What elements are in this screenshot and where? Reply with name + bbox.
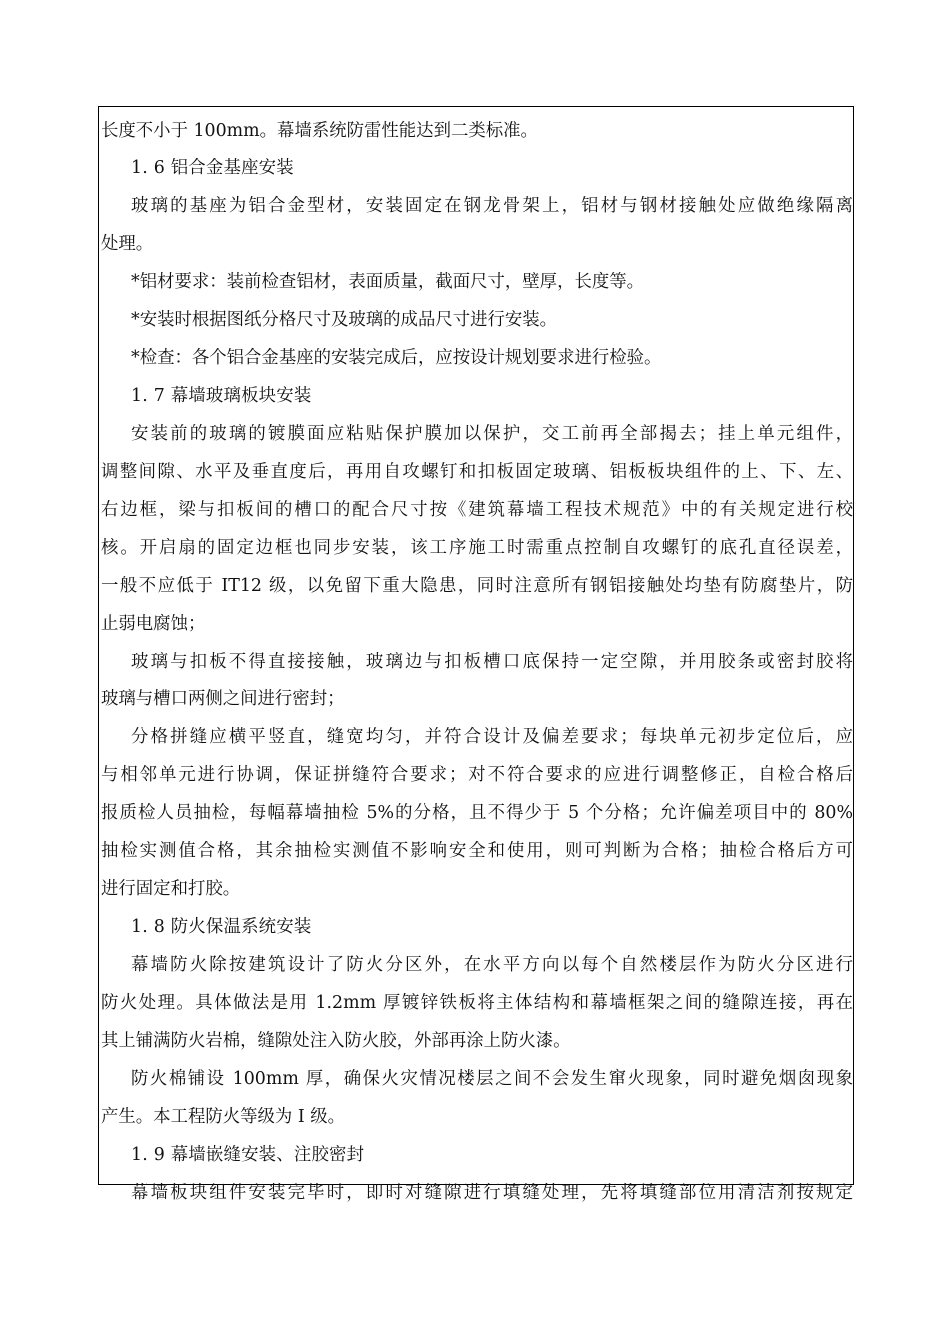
text-line: 安装前的玻璃的镀膜面应粘贴保护膜加以保护，交工前再全部揭去；挂上单元组件，: [131, 424, 853, 444]
text-line: *安装时根据图纸分格尺寸及玻璃的成品尺寸进行安装。: [131, 310, 558, 330]
text-line: 玻璃与扣板不得直接接触，玻璃边与扣板槽口底保持一定空隙，并用胶条或密封胶将: [131, 652, 853, 672]
section-heading: 1. 8 防火保温系统安装: [131, 917, 312, 937]
section-heading: 1. 6 铝合金基座安装: [131, 158, 294, 178]
text-line: 玻璃的基座为铝合金型材，安装固定在钢龙骨架上，铝材与钢材接触处应做绝缘隔离: [131, 196, 853, 216]
text-line: 止弱电腐蚀；: [101, 614, 206, 634]
text-line: 其上铺满防火岩棉，缝隙处注入防火胶，外部再涂上防火漆。: [101, 1031, 571, 1051]
text-line: 报质检人员抽检，每幅幕墙抽检 5%的分格，且不得少于 5 个分格；允许偏差项目中的 80%: [101, 803, 853, 823]
text-line: 防火棉铺设 100mm 厚，确保火灾情况楼层之间不会发生窜火现象，同时避免烟囱现象: [131, 1069, 853, 1089]
section-heading: 1. 9 幕墙嵌缝安装、注胶密封: [131, 1145, 365, 1165]
text-line: *铝材要求：装前检查铝材，表面质量，截面尺寸，壁厚，长度等。: [131, 272, 645, 292]
text-line: 幕墙板块组件安装完毕时，即时对缝隙进行填缝处理，先将填缝部位用清洁剂按规定: [131, 1183, 853, 1203]
text-line: 与相邻单元进行协调，保证拼缝符合要求；对不符合要求的应进行调整修正，自检合格后: [101, 765, 853, 785]
text-line: 产生。本工程防火等级为 I 级。: [101, 1107, 346, 1127]
text-line: 一般不应低于 IT12 级，以免留下重大隐患，同时注意所有钢铝接触处均垫有防腐垫片，防: [101, 576, 853, 596]
text-line: 幕墙防火除按建筑设计了防火分区外，在水平方向以每个自然楼层作为防火分区进行: [131, 955, 853, 975]
text-line: 核。开启扇的固定边框也同步安装，该工序施工时需重点控制自攻螺钉的底孔直径误差，: [101, 538, 853, 558]
text-line: 调整间隙、水平及垂直度后，再用自攻螺钉和扣板固定玻璃、铝板板块组件的上、下、左、: [101, 462, 853, 482]
text-line: 抽检实测值合格，其余抽检实测值不影响安全和使用，则可判断为合格；抽检合格后方可: [101, 841, 853, 861]
text-line: 玻璃与槽口两侧之间进行密封；: [101, 689, 345, 709]
section-heading: 1. 7 幕墙玻璃板块安装: [131, 386, 312, 406]
text-line: 防火处理。具体做法是用 1.2mm 厚镀锌铁板将主体结构和幕墙框架之间的缝隙连接，再在: [101, 993, 853, 1013]
text-line: 进行固定和打胶。: [101, 879, 241, 899]
text-line: *检查：各个铝合金基座的安装完成后，应按设计规划要求进行检验。: [131, 348, 662, 368]
text-line: 长度不小于 100mm。幕墙系统防雷性能达到二类标准。: [101, 121, 538, 141]
document-frame: [98, 106, 854, 1203]
text-line: 处理。: [101, 234, 154, 254]
text-line: 分格拼缝应横平竖直，缝宽均匀，并符合设计及偏差要求；每块单元初步定位后，应: [131, 727, 853, 747]
text-line: 右边框，梁与扣板间的槽口的配合尺寸按《建筑幕墙工程技术规范》中的有关规定进行校: [101, 500, 853, 520]
